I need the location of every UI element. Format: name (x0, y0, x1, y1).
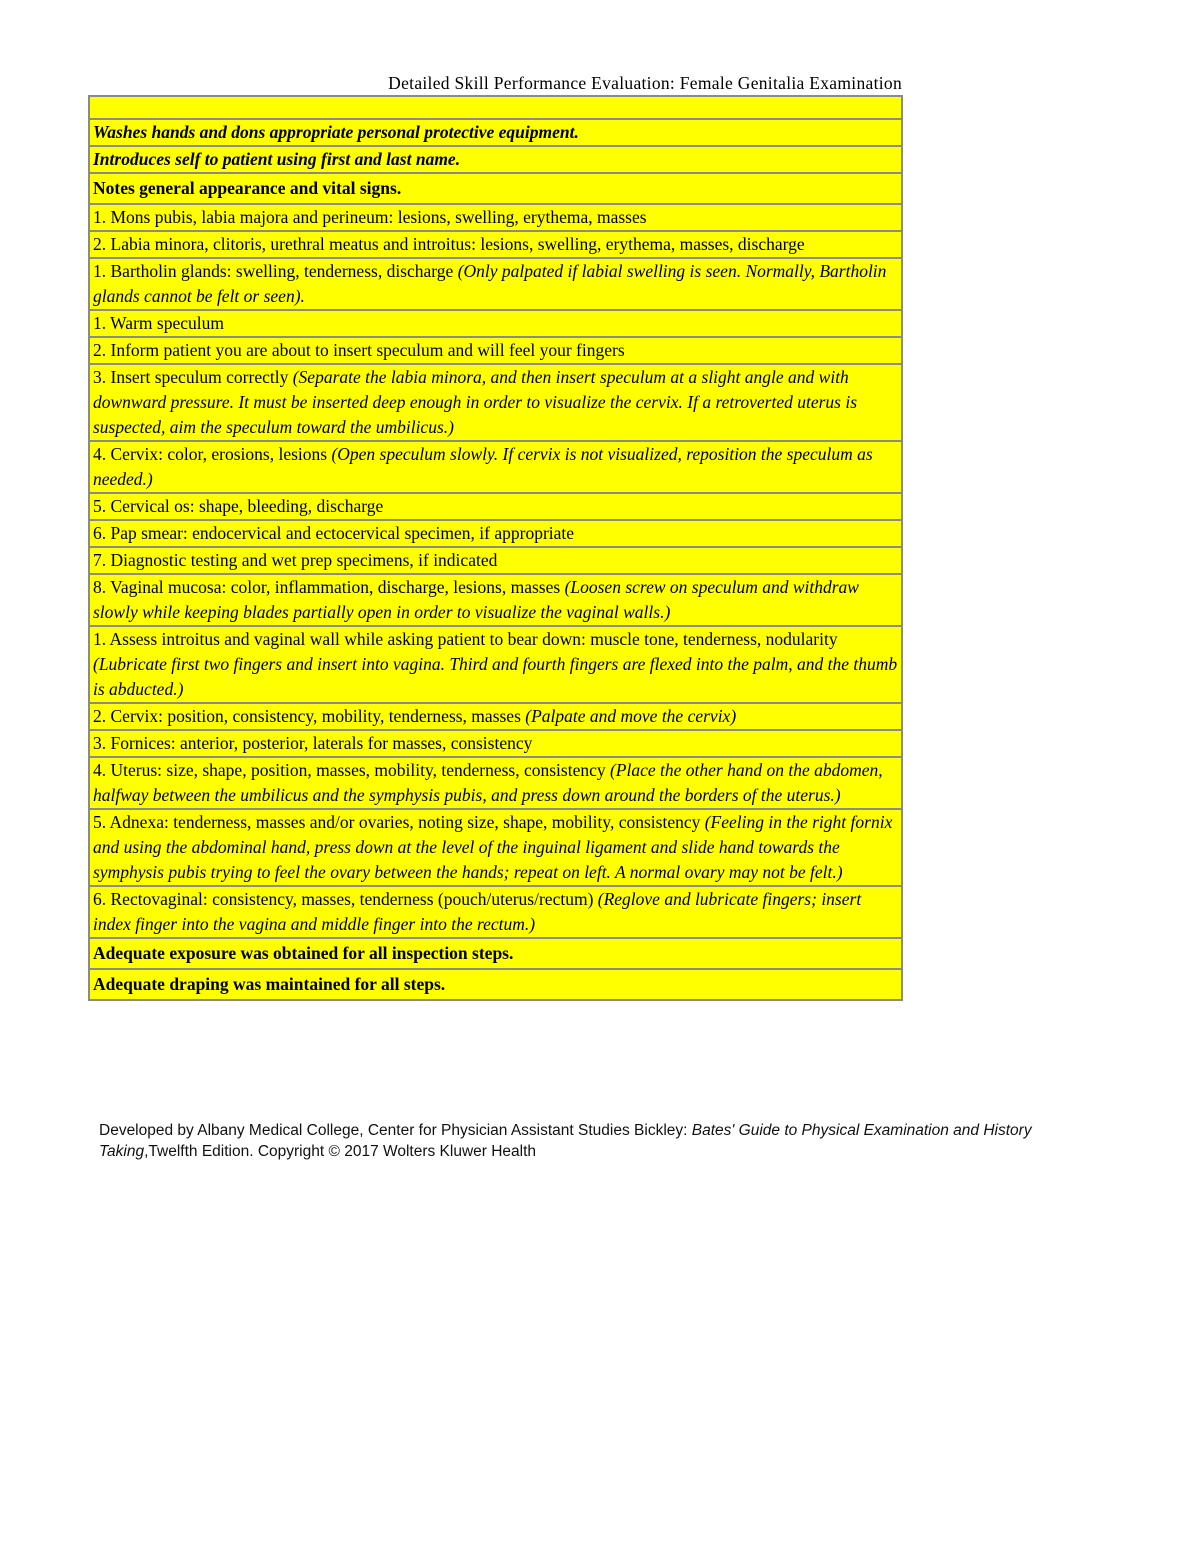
table-row (89, 173, 902, 204)
step-text: Adequate exposure was obtained for all inspection steps. (93, 943, 514, 963)
footer-prefix: Developed by Albany Medical College, Center for Physician Assistant Studies Bickley: (99, 1122, 692, 1139)
table-row (89, 441, 902, 493)
step-text: 8. Vaginal mucosa: color, inflammation, discharge, lesions, masses (93, 577, 561, 597)
table-row (89, 310, 902, 337)
table-cell (89, 204, 902, 231)
table-row (89, 886, 902, 938)
table-cell (89, 337, 902, 364)
step-text: 4. Uterus: size, shape, position, masses, mobility, tenderness, consistency (93, 760, 606, 780)
step-text: 1. Mons pubis, labia majora and perineum: lesions, swelling, erythema, masses (93, 207, 647, 227)
step-text: 3. Insert speculum correctly (93, 367, 289, 387)
table-row (89, 757, 902, 809)
table-row (89, 119, 902, 146)
step-note: (Place the other hand on the abdomen, halfway between the umbilicus and the symphysis pubis, and press down around the borders of the uterus.) (93, 760, 883, 805)
step-text: 1. Assess introitus and vaginal wall while asking patient to bear down: muscle tone, tenderness, nodularity (93, 629, 838, 649)
table-cell (89, 809, 902, 886)
step-note: (Open speculum slowly. If cervix is not visualized, reposition the speculum as needed.) (93, 444, 873, 489)
table-row (89, 938, 902, 969)
step-text: 6. Rectovaginal: consistency, masses, tenderness (pouch/uterus/rectum) (93, 889, 594, 909)
step-text: Notes general appearance and vital signs. (93, 178, 402, 198)
step-text: Introduces self to patient using first and last name. (93, 149, 461, 169)
evaluation-table-body (89, 96, 902, 1000)
step-text: 2. Labia minora, clitoris, urethral meatus and introitus: lesions, swelling, erythema, masses, discharge (93, 234, 805, 254)
table-row (89, 96, 902, 119)
table-row (89, 337, 902, 364)
table-row (89, 231, 902, 258)
table-cell (89, 886, 902, 938)
step-text: 7. Diagnostic testing and wet prep specimens, if indicated (93, 550, 498, 570)
table-cell (89, 493, 902, 520)
table-row (89, 969, 902, 1000)
table-row (89, 493, 902, 520)
table-cell (89, 258, 902, 310)
step-note: (Lubricate first two fingers and insert into vagina. Third and fourth fingers are flexed into the palm, and the thumb is abducted.) (93, 654, 898, 699)
table-row (89, 626, 902, 703)
table-cell (89, 96, 902, 119)
table-cell (89, 520, 902, 547)
table-cell (89, 938, 902, 969)
step-text: Washes hands and dons appropriate personal protective equipment. (93, 122, 579, 142)
table-cell (89, 119, 902, 146)
table-row (89, 809, 902, 886)
footer-suffix: ,Twelfth Edition. Copyright © 2017 Wolters Kluwer Health (144, 1143, 537, 1160)
step-text: 5. Cervical os: shape, bleeding, discharge (93, 496, 384, 516)
table-cell (89, 969, 902, 1000)
step-text: 5. Adnexa: tenderness, masses and/or ovaries, noting size, shape, mobility, consistency (93, 812, 701, 832)
table-row (89, 574, 902, 626)
step-text: 4. Cervix: color, erosions, lesions (93, 444, 328, 464)
step-text: Adequate draping was maintained for all steps. (93, 974, 446, 994)
step-text: 6. Pap smear: endocervical and ectocervical specimen, if appropriate (93, 523, 575, 543)
footer-book-title: Bates' Guide to Physical Examination and History Taking (99, 1122, 1032, 1160)
table-cell (89, 757, 902, 809)
table-row (89, 730, 902, 757)
table-row (89, 204, 902, 231)
table-cell (89, 574, 902, 626)
table-cell (89, 364, 902, 441)
footer-citation (99, 1120, 1089, 1162)
table-cell (89, 231, 902, 258)
step-text: 1. Warm speculum (93, 313, 224, 333)
step-text: 3. Fornices: anterior, posterior, laterals for masses, consistency (93, 733, 533, 753)
table-row (89, 364, 902, 441)
table-row (89, 703, 902, 730)
step-note: (Reglove and lubricate fingers; insert index finger into the vagina and middle finger into the rectum.) (93, 889, 862, 934)
step-note: (Only palpated if labial swelling is seen. Normally, Bartholin glands cannot be felt or seen). (93, 261, 887, 306)
document-title: Detailed Skill Performance Evaluation: Female Genitalia Examination (388, 73, 902, 93)
table-cell (89, 730, 902, 757)
table-cell (89, 703, 902, 730)
step-note: (Loosen screw on speculum and withdraw slowly while keeping blades partially open in order to visualize the vaginal walls.) (93, 577, 859, 622)
evaluation-table (88, 95, 903, 1001)
step-note: (Feeling in the right fornix and using the abdominal hand, press down at the level of the inguinal ligament and slide hand towards the symphysis pubis trying to feel the ovary between the hands; repeat on left. A normal ovary may not be felt.) (93, 812, 893, 882)
table-cell (89, 547, 902, 574)
table-cell (89, 626, 902, 703)
table-cell (89, 310, 902, 337)
table-cell (89, 173, 902, 204)
step-text: 1. Bartholin glands: swelling, tenderness, discharge (93, 261, 454, 281)
table-row (89, 258, 902, 310)
step-text: 2. Inform patient you are about to insert speculum and will feel your fingers (93, 340, 625, 360)
step-note: (Palpate and move the cervix) (525, 706, 737, 726)
table-row (89, 547, 902, 574)
table-cell (89, 441, 902, 493)
table-row (89, 146, 902, 173)
table-cell (89, 146, 902, 173)
table-row (89, 520, 902, 547)
step-note: (Separate the labia minora, and then insert speculum at a slight angle and with downward pressure. It must be inserted deep enough in order to visualize the cervix. If a retroverted uterus is suspected, aim the speculum toward the umbilicus.) (93, 367, 858, 437)
step-text: 2. Cervix: position, consistency, mobility, tenderness, masses (93, 706, 521, 726)
